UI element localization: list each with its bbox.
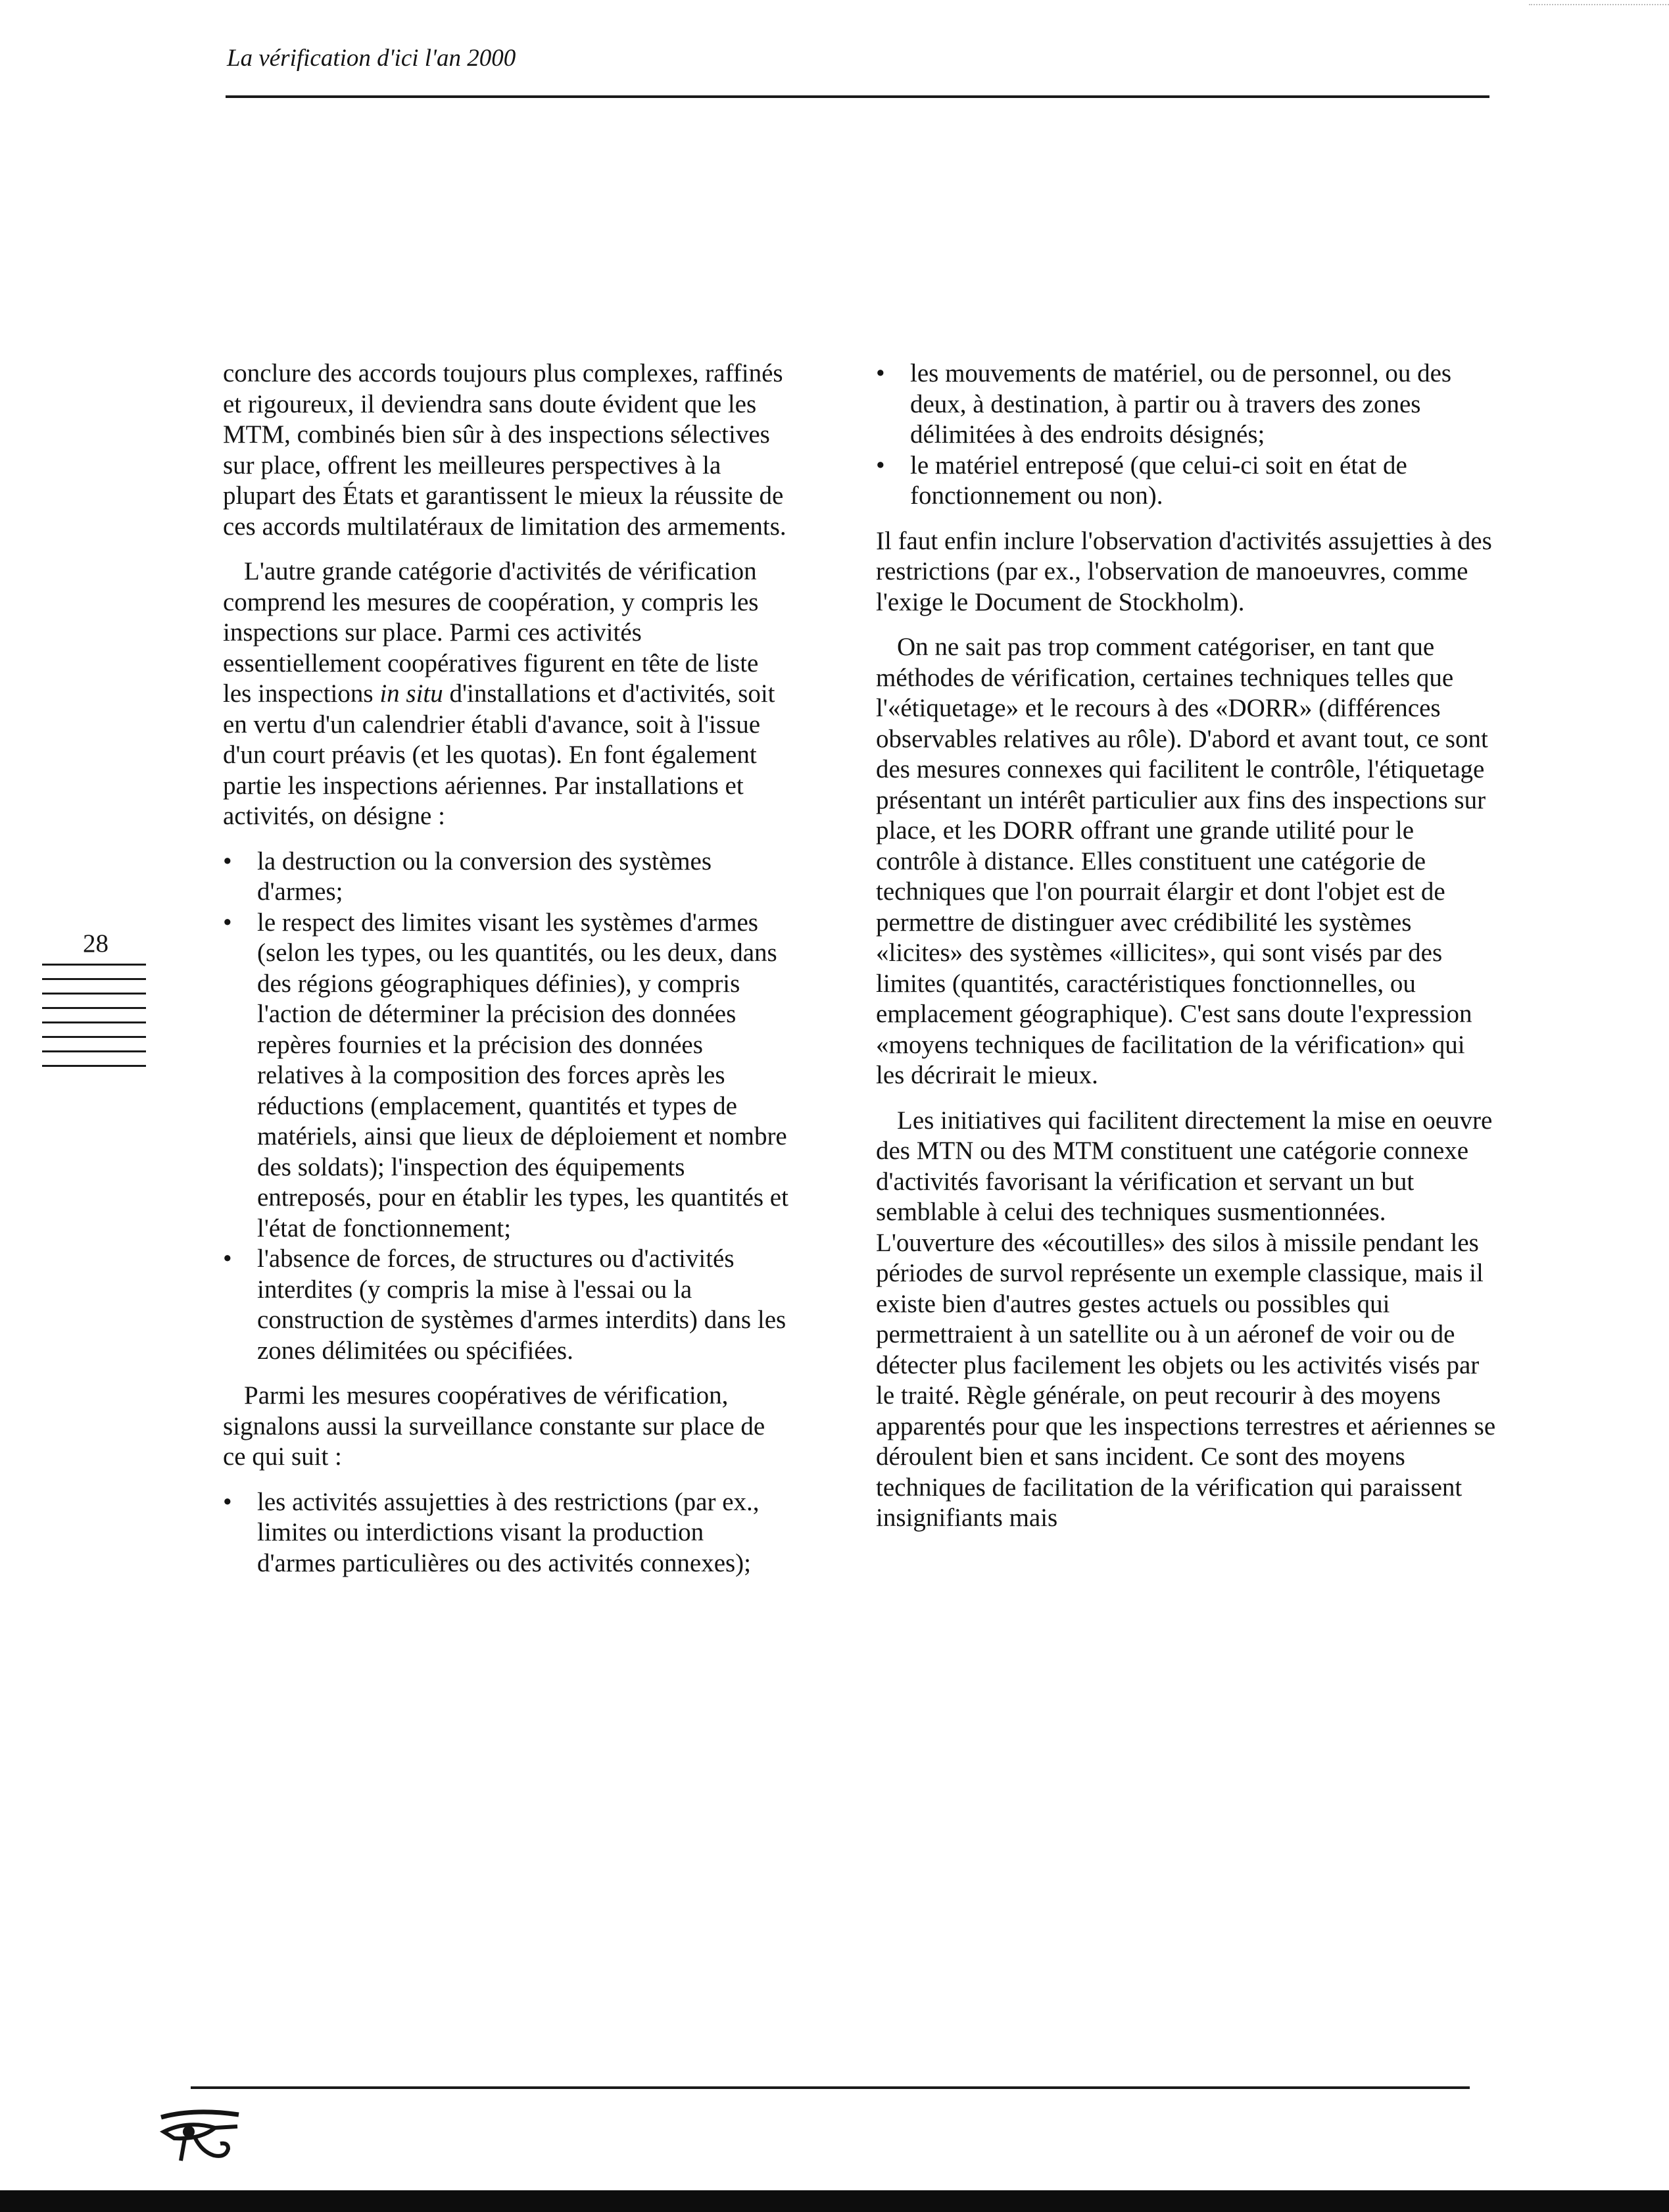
paragraph: L'autre grande catégorie d'activités de vérification comprend les mesures de coopération, y compris les inspections sur place. Parmi ces activités essentiellement coopératives figurent en tête de liste les inspections in situ d'installations et d'activités, soit en vertu d'un calendrier établi d'avance, soit à l'issue d'un court préavis (et les quotas). En font également partie les inspections aériennes. Par installations et activités, on désigne : [223, 557, 775, 830]
header-rule [226, 95, 1489, 98]
margin-lines [42, 964, 146, 1079]
paragraph: On ne sait pas trop comment catégoriser, en tant que méthodes de vérification, certaines techniques telles que l'«étiquetage» et le recours à des «DORR» (différences observables relatives au rôle). D'abord et avant tout, ce sont des mesures connexes qui facilitent le contrôle, l'étiquetage présentant un intérêt particulier aux fins des inspections sur place, et les DORR offrant une grande utilité pour le contrôle à distance. Elles constituent une catégorie de techniques que l'on pourrait élargir et dont l'objet est de permettre de distinguer avec crédibilité les systèmes «licites» des systèmes «illicites», qui sont visés par des limites (quantités, caractéristiques fonctionnelles, ou emplacement géographique). C'est sans doute l'expression «moyens techniques de facilitation de la vérification» qui les décrirait le mieux. [876, 633, 1488, 1089]
paragraph: Parmi les mesures coopératives de vérification, signalons aussi la surveillance constante sur place de ce qui suit : [223, 1381, 765, 1471]
bullet-icon: • [223, 847, 232, 875]
paragraph: Il faut enfin inclure l'observation d'activités assujetties à des restrictions (par ex., l'observation de manoeuvres, comme l'exige le Document de Stockholm). [876, 526, 1492, 616]
footer-rule [191, 2086, 1470, 2089]
list-item: • l'absence de forces, de structures ou d'activités interdites (y compris la mise à l'essai ou la construction de systèmes d'armes interdits) dans les zones délimitées ou spécifiées. [223, 1244, 786, 1365]
bullet-icon: • [876, 451, 885, 479]
list-item: • les activités assujetties à des restrictions (par ex., limites ou interdictions visant la production d'armes particulières ou des activités connexes); [223, 1487, 760, 1577]
left-column [223, 358, 788, 1593]
bullet-icon: • [223, 908, 232, 937]
bullet-icon: • [876, 359, 885, 387]
eye-of-horus-icon [155, 2108, 243, 2164]
paragraph: Les initiatives qui facilitent directement la mise en oeuvre des MTN ou des MTM constituent une catégorie connexe d'activités favorisant la vérification et servant un but semblable à celui des techniques susmentionnées. L'ouverture des «écoutilles» des silos à missile pendant les périodes de survol représente un exemple classique, mais il existe bien d'autres gestes actuels ou possibles qui permettraient à un satellite ou à un aéronef de voir ou de détecter plus facilement les objets ou les activités visés par le traité. Règle générale, on peut recourir à des moyens apparentés pour que les inspections terrestres et aériennes se déroulent bien et sans incident. Ce sont des moyens techniques de facilitation de la vérification qui paraissent insignifiants mais [876, 1106, 1496, 1532]
running-header: La vérification d'ici l'an 2000 [227, 45, 516, 72]
bullet-list [223, 847, 788, 1367]
page-number: 28 [83, 929, 109, 958]
list-item: • la destruction ou la conversion des systèmes d'armes; [223, 847, 712, 906]
italic-term: in situ [379, 679, 443, 708]
list-item: • les mouvements de matériel, ou de personnel, ou des deux, à destination, à partir ou à travers des zones délimitées à des endroits désignés; [876, 359, 1452, 449]
bullet-icon: • [223, 1487, 232, 1516]
bullet-list [876, 358, 1497, 512]
paragraph: conclure des accords toujours plus complexes, raffinés et rigoureux, il deviendra sans doute évident que les MTM, combinés bien sûr à des inspections sélectives sur place, offrent les meilleures perspectives à la plupart des États et garantissent le mieux la réussite de ces accords multilatéraux de limitation des armements. [223, 359, 786, 541]
list-item: • le respect des limites visant les systèmes d'armes (selon les types, ou les quantités, ou les deux, dans des régions géographiques définies), y compris l'action de déterminer la précision des données repères fournies et la précision des données relatives à la composition des forces après les réductions (emplacement, quantités et types de matériels, ainsi que lieux de déploiement et nombre des soldats); l'inspection des équipements entreposés, pour en établir les types, les quantités et l'état de fonctionnement; [223, 908, 788, 1242]
bullet-icon: • [223, 1244, 232, 1273]
list-item: • le matériel entreposé (que celui-ci soit en état de fonctionnement ou non). [876, 451, 1407, 510]
scan-corner [1529, 0, 1669, 5]
bullet-list [223, 1487, 788, 1579]
scan-edge [0, 2190, 1669, 2212]
right-column [876, 358, 1497, 1548]
